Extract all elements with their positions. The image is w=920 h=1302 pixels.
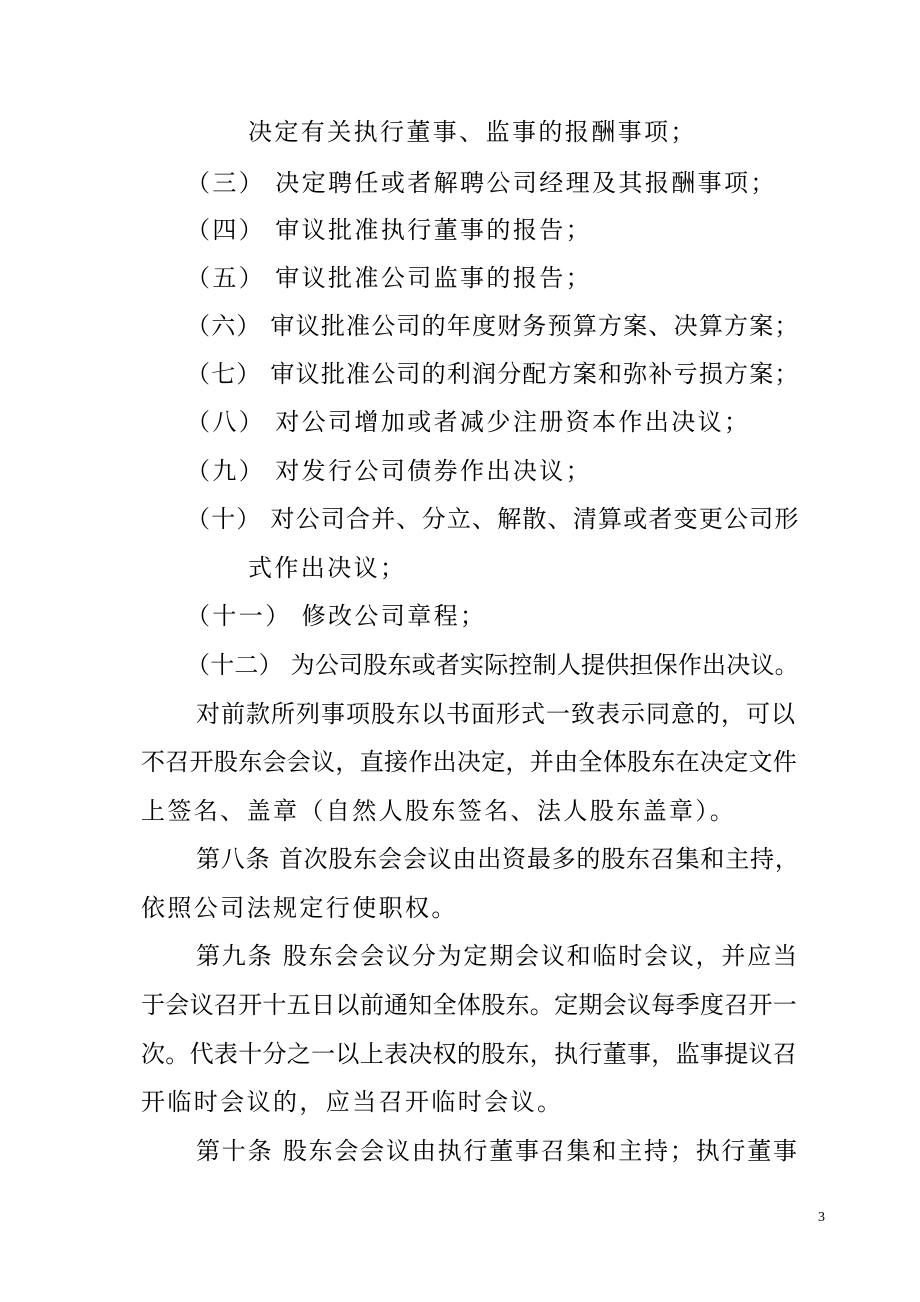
- text-line: 上签名、盖章（自然人股东签名、法人股东盖章）。: [141, 797, 737, 825]
- text-line: （八） 对公司增加或者减少注册资本作出决议；: [186, 408, 751, 436]
- text-line: 开临时会议的，应当召开临时会议。: [141, 1088, 564, 1116]
- text-line: （十二） 为公司股东或者实际控制人提供担保作出决议。: [186, 651, 799, 679]
- text-line: （五） 审议批准公司监事的报告；: [186, 264, 593, 292]
- text-line: （六） 审议批准公司的年度财务预算方案、决算方案；: [186, 312, 800, 340]
- text-line: 次。代表十分之一以上表决权的股东，执行董事，监事提议召: [141, 1040, 798, 1068]
- text-line: （七） 审议批准公司的利润分配方案和弥补亏损方案；: [186, 360, 800, 388]
- text-line: （四） 审议批准执行董事的报告；: [186, 216, 593, 244]
- text-line: （三） 决定聘任或者解聘公司经理及其报酬事项；: [186, 169, 777, 197]
- page-number: 3: [818, 1210, 825, 1225]
- text-line: 第九条 股东会会议分为定期会议和临时会议，并应当: [196, 942, 799, 970]
- text-line: （九） 对发行公司债券作出决议；: [186, 457, 593, 485]
- text-line: 于会议召开十五日以前通知全体股东。定期会议每季度召开一: [141, 991, 798, 1019]
- text-line: 第八条 首次股东会会议由出资最多的股东召集和主持，: [196, 845, 800, 873]
- text-line: 式作出决议；: [248, 554, 407, 582]
- text-line: （十一） 修改公司章程；: [186, 602, 487, 630]
- text-line: 决定有关执行董事、监事的报酬事项；: [248, 118, 697, 146]
- text-line: 对前款所列事项股东以书面形式一致表示同意的，可以: [196, 700, 796, 728]
- text-line: 不召开股东会会议，直接作出决定，并由全体股东在决定文件: [141, 748, 798, 776]
- text-line: 依照公司法规定行使职权。: [141, 894, 458, 922]
- text-line: 第十条 股东会会议由执行董事召集和主持；执行董事: [196, 1137, 799, 1165]
- text-line: （十） 对公司合并、分立、解散、清算或者变更公司形: [186, 505, 800, 533]
